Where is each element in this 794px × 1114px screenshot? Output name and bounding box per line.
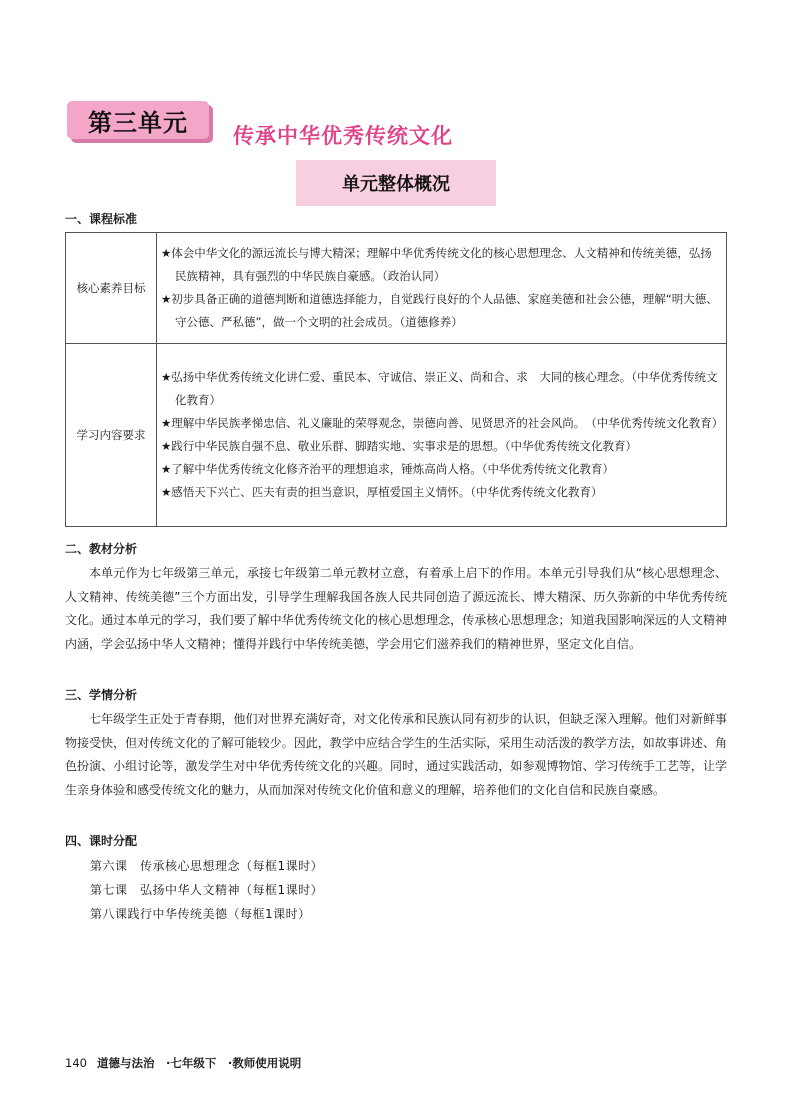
book-title: 道德与法治 ·七年级下 ·教师使用说明 [96,1056,302,1070]
overview-title: 单元整体概况 [342,174,450,195]
table-row [66,344,727,527]
page-footer [65,1055,301,1071]
list-item: ★初步具备正确的道德判断和道德选择能力，自觉践行良好的个人品德、家庭美德和社会公德，理解“明大德、守公德、严私德”，做一个文明的社会成员。（道德修养） [161,292,718,329]
student-analysis-paragraph: 七年级学生正处于青春期，他们对世界充满好奇，对文化传承和民族认同有初步的认识，但缺乏深入理解。他们对新鲜事物接受快，但对传统文化的了解可能较少。因此，教学中应结合学生的生活实际，采用生动活泼的教学方法，如故事讲述、角色扮演、小组讨论等，激发学生对中华优秀传统文化的兴趣。同时，通过实践活动，如参观博物馆、学习传统手工艺等，让学生亲身体验和感受传统文化的魅力，从而加深对传统文化价值和意义的理解，培养他们的文化自信和民族自豪感。 [65,712,727,797]
section-heading-students: 三、学情分析 [65,688,138,702]
unit-badge [67,101,209,139]
row-label-learning: 学习内容要求 [66,344,157,527]
list-item: ★感悟天下兴亡、匹夫有责的担当意识，厚植爱国主义情怀。（中华优秀传统文化教育） [161,485,603,499]
section-heading-lessons: 四、课时分配 [65,834,138,848]
table-row [66,233,727,344]
unit-title: 传承中华优秀传统文化 [233,124,453,148]
lesson-item: 第七课 弘扬中华人文精神（每框1课时） [90,883,324,897]
row-content-core [157,233,727,344]
section-heading-standards: 一、课程标准 [65,212,138,226]
list-item: ★了解中华优秀传统文化修齐治平的理想追求，锤炼高尚人格。（中华优秀传统文化教育） [161,462,615,476]
list-item: ★弘扬中华优秀传统文化讲仁爱、重民本、守诚信、崇正义、尚和合、求 大同的核心理念。（中华优秀传统文化教育） [161,370,718,407]
page-number: 140 [65,1056,87,1070]
lesson-item: 第六课 传承核心思想理念（每框1课时） [90,859,324,873]
lesson-item: 第八课践行中华传统美德（每框1课时） [90,907,311,921]
section-heading-textbook: 二、教材分析 [65,542,138,556]
row-content-learning [157,344,727,527]
curriculum-table [65,232,727,527]
list-item: ★践行中华民族自强不息、敬业乐群、脚踏实地、实事求是的思想。（中华优秀传统文化教育） [161,439,638,453]
list-item: ★体会中华文化的源远流长与博大精深；理解中华优秀传统文化的核心思想理念、人文精神和传统美德，弘扬民族精神，具有强烈的中华民族自豪感。（政治认同） [161,246,712,283]
unit-label: 第三单元 [88,108,188,137]
textbook-analysis-paragraph: 本单元作为七年级第三单元，承接七年级第二单元教材立意，有着承上启下的作用。本单元引导我们从“核心思想理念、人文精神、传统美德”三个方面出发，引导学生理解我国各族人民共同创造了源远流长、博大精深、历久弥新的中华优秀传统文化。通过本单元的学习，我们要了解中华优秀传统文化的核心思想理念，传承核心思想理念；知道我国影响深远的人文精神内涵，学会弘扬中华人文精神；懂得并践行中华传统美德，学会用它们滋养我们的精神世界，坚定文化自信。 [65,566,727,651]
row-label-core: 核心素养目标 [66,233,157,344]
overview-title-box [296,160,496,206]
list-item: ★理解中华民族孝悌忠信、礼义廉耻的荣辱观念，崇德向善、见贤思齐的社会风尚。 （中华优秀传统文化教育） [161,416,724,430]
